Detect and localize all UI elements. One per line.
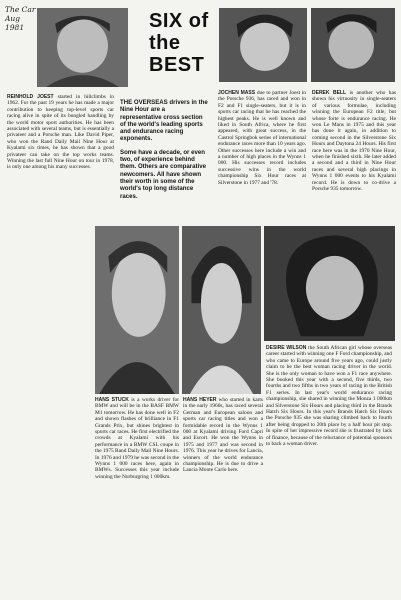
driver-name: REINHOLD JOEST [7, 94, 54, 100]
intro-text [120, 99, 208, 206]
driver-name: HANS STUCK [95, 397, 129, 403]
portrait-photo-icon [182, 226, 261, 394]
driver-bio: due to partner Joest in the Porsche 936, has raced and won in F2 and F1 single-seaters, but it is in sports car racing that he has reached the highest peaks. He is well known and liked in South Africa, where he first appeared, with great success, in the Castrol Springbok series of international endurance races more than 10 years ago. Other successes here include a win and a number of high places in the Wynns 1 000. His successes record includes successive wins in the world championship Six Hour races at Silverstone in 1977 and '78. [218, 90, 306, 186]
portrait-photo-bell [311, 8, 395, 82]
bio-bell [312, 90, 396, 193]
portrait-photo-joest [37, 8, 128, 87]
portrait-photo-wilson [264, 226, 395, 341]
driver-bio: started in hillclimbs in 1962. For the past 19 years he has made a major contribution to keeping top-level sports car racing alive in spite of its bungled handling by the world motor sport authorities. He has been associated with several teams, but is essentially a privateer and a Porsche man. Like David Piper, who won the Rand Daily Mail Nine Hour at Kyalami six times, he has shown that a good privateer can take on the top works teams. Winning the last full Nine Hour on tour in 1978, is only one among his many successes. [7, 94, 114, 171]
portrait-photo-icon [311, 8, 395, 82]
portrait-photo-heyer [182, 226, 261, 394]
portrait-photo-icon [219, 8, 307, 82]
portrait-photo-icon [95, 226, 179, 394]
headline: SIX of the BEST [149, 10, 209, 76]
bio-mass [218, 90, 306, 186]
driver-bio: is a works driver for BMW and will be in the BASF BMW M1 tomorrow. He has done well in F2 and shown flashes of brilliance in F1 Grands Prix, but shines brightest in sports car races. He first electrified the crowds at Kyalami with his performance in a BMW CSL coupe in the 1975 Rand Daily Mail Nine Hours. In 1976 and 1979 he was second in the Wynns 1 000 races here, again in BMWs. Successes this year include winning the Nurburgring 1 000km. [95, 397, 179, 480]
portrait-photo-mass [219, 8, 307, 82]
handwritten-date-note: The Car Aug 1981 [5, 5, 36, 32]
intro-paragraph: Some have a decade, or even two, of experience behind them. Others are comparative newcomers. All have shown their worth in some of the world's top long distance races. [120, 148, 207, 200]
bio-wilson [266, 345, 392, 448]
driver-name: JOCHEN MASS [218, 90, 256, 96]
portrait-photo-stuck [95, 226, 179, 394]
driver-name: HANS HEYER [183, 397, 217, 403]
bio-heyer [183, 397, 263, 474]
driver-name: DEREK BELL [312, 90, 347, 96]
portrait-photo-icon [37, 8, 128, 87]
bio-joest [7, 94, 114, 171]
bio-stuck [95, 397, 179, 480]
driver-bio: is another who has shown his virtuosity in single-seaters of various formulae, including winning the European F2 title, but whose forte is endurance racing. He won Le Mans in 1975 and this year has done it again, in addition to coming second in the Silverstone Six Hours and Daytona 24 Hours. His first race here was in the 1970 Nine Hour, when he finished sixth. He later added a second and a third in Nine Hour races and several high placings in Wynns 1 000 events to his Kyalami record. He is down to co-drive a Porsche 935 tomorrow. [312, 90, 396, 193]
driver-bio: the South African girl whose overseas career started with winning one F Ford championship, and who came to Europe around five years ago, could justly claim to be the best woman racing driver in the world. She is the only woman to have won a F1 race anywhere. She booked this year with a second, five thirds, two fourths and two fifths in two years of racing in the British F1 series. In last year's world endurance racing championship, she shared in winning the Monza 1 000km and Silverstone Six Hours and placing third in the Brands Hatch Six Hours. In this year's Brands Hatch Six Hours the Porsche 935 she was sharing climbed back to fourth after being dropped to 20th place by a half hour pit stop. In spite of her impressive record she is frustrated by lack of finance, because of the reluctance of potential sponsors to back a woman driver. [266, 345, 392, 448]
intro-paragraph: THE OVERSEAS drivers in the Nine Hour are a representative cross section of the world's leading sports and endurance racing exponents. [120, 99, 208, 143]
portrait-photo-icon [264, 226, 395, 341]
driver-name: DESIRE WILSON [266, 345, 307, 351]
driver-bio: who started in karts in the early 1960s, has raced several German and European saloon and sports car racing titles and won a formidable record in the Wynns 1 000 at Kyalami driving Ford Capri and Escort. He won the Wynns in 1975 and 1977 and was second in 1976. This year he drives for Lancia, winners of the world endurance championship. He is due to drive a Lancia Monte Carlo here. [183, 397, 263, 474]
